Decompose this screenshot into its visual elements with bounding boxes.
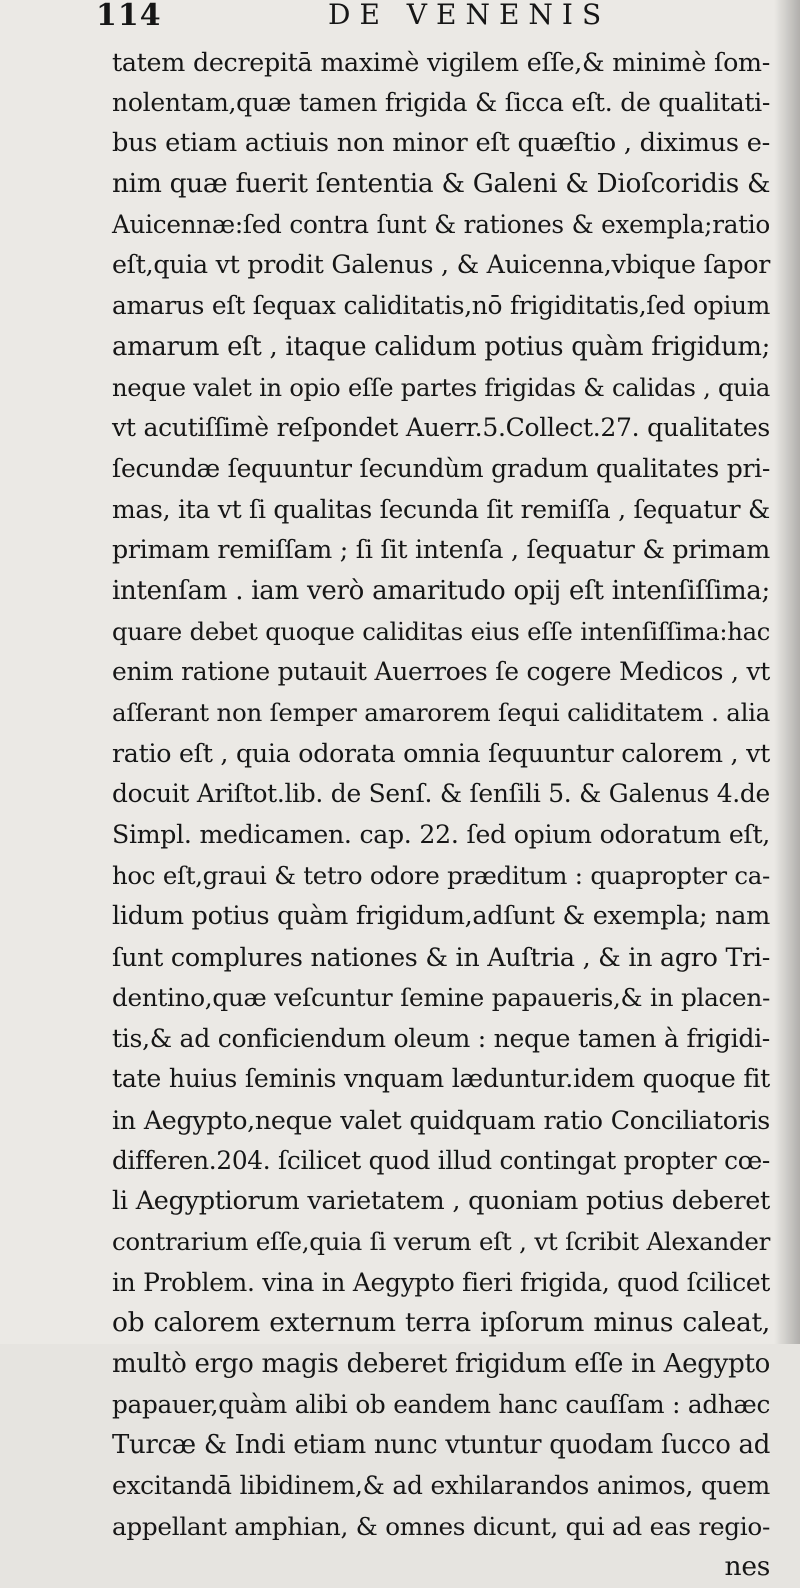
text-line: amarus eſt ſequax caliditatis,nō frigiditatis,ſed opium <box>112 291 770 321</box>
text-line: ſecundæ ſequuntur ſecundùm gradum qualitates pri- <box>112 453 770 483</box>
body-text <box>112 42 770 1588</box>
catchword: nes <box>724 1551 770 1583</box>
text-line: ſunt complures nationes & in Auſtria , & in agro Tri- <box>112 942 770 973</box>
running-head: DE VENENIS <box>328 0 611 31</box>
text-line: appellant amphian, & omnes dicunt, qui ad eas regio- <box>112 1511 770 1541</box>
text-line: papauer,quàm alibi ob eandem hanc cauſſam : adhæc <box>112 1389 770 1419</box>
text-line: tatem decrepitā maximè vigilem eſſe,& minimè ſom- <box>112 47 770 77</box>
text-line: amarum eſt , itaque calidum potius quàm frigidum; <box>112 331 770 362</box>
text-line: dentino,quæ veſcuntur ſemine papaueris,& in placen- <box>112 982 770 1012</box>
text-line: multò ergo magis deberet frigidum eſſe in Aegypto <box>112 1349 770 1379</box>
text-line: intenſam . iam verò amaritudo opij eſt intenſiſſima; <box>112 575 770 606</box>
text-line: lidum potius quàm frigidum,adſunt & exempla; nam <box>112 901 770 932</box>
text-line: neque valet in opio eſſe partes frigidas & calidas , quia <box>112 373 770 402</box>
text-line: in Aegypto,neque valet quidquam ratio Conciliatoris <box>112 1104 770 1135</box>
text-line: nolentam,quæ tamen frigida & ſicca eſt. de qualitati- <box>112 87 770 117</box>
text-line: quare debet quoque caliditas eius eſſe intenſiſſima:hac <box>112 617 770 646</box>
text-line: ob calorem externum terra ipſorum minus caleat, <box>112 1307 770 1339</box>
text-line: eſt,quia vt prodit Galenus , & Auicenna,vbique ſapor <box>112 250 770 280</box>
text-line: differen.204. ſcilicet quod illud contingat propter cœ- <box>112 1145 770 1175</box>
text-line: in Problem. vina in Aegypto fieri frigida, quod ſcilicet <box>112 1267 770 1297</box>
text-line: bus etiam actiuis non minor eſt quæſtio , diximus e- <box>112 128 770 159</box>
text-line: li Aegyptiorum varietatem , quoniam potius deberet <box>112 1186 770 1217</box>
text-line: tis,& ad conficiendum oleum : neque tamen à frigidi- <box>112 1023 770 1053</box>
text-line: aſſerant non ſemper amarorem ſequi caliditatem . alia <box>112 698 770 727</box>
text-line: nim quæ fuerit ſententia & Galeni & Dioſcoridis & <box>112 169 771 200</box>
page-header <box>96 0 786 40</box>
text-line: Turcæ & Indi etiam nunc vtuntur quodam ſucco ad <box>112 1430 770 1461</box>
text-line: Auicennæ:ſed contra ſunt & rationes & exempla;ratio <box>112 209 770 239</box>
page-gutter-shadow <box>774 0 800 1344</box>
page-number: 114 <box>96 0 162 33</box>
text-line: Simpl. medicamen. cap. 22. ſed opium odoratum eſt, <box>112 820 770 850</box>
text-line: mas, ita vt ſi qualitas ſecunda ſit remiſſa , ſequatur & <box>112 494 770 524</box>
text-line: vt acutiſſimè reſpondet Auerr.5.Collect.27. qualitates <box>112 413 770 443</box>
text-line: tate huius ſeminis vnquam læduntur.idem quoque fit <box>112 1064 770 1094</box>
text-line: primam remiſſam ; ſi ſit intenſa , ſequatur & primam <box>112 535 770 565</box>
text-line: excitandā libidinem,& ad exhilarandos animos, quem <box>112 1471 770 1501</box>
text-line: hoc eſt,graui & tetro odore præditum : quapropter ca- <box>112 860 770 890</box>
text-line: ratio eſt , quia odorata omnia ſequuntur calorem , vt <box>112 738 770 768</box>
text-line: contrarium eſſe,quia ſi verum eſt , vt ſcribit Alexander <box>112 1226 770 1256</box>
text-line: docuit Ariſtot.lib. de Senſ. & ſenſili 5. & Galenus 4.de <box>112 779 770 809</box>
text-line: enim ratione putauit Auerroes ſe cogere Medicos , vt <box>112 657 770 687</box>
